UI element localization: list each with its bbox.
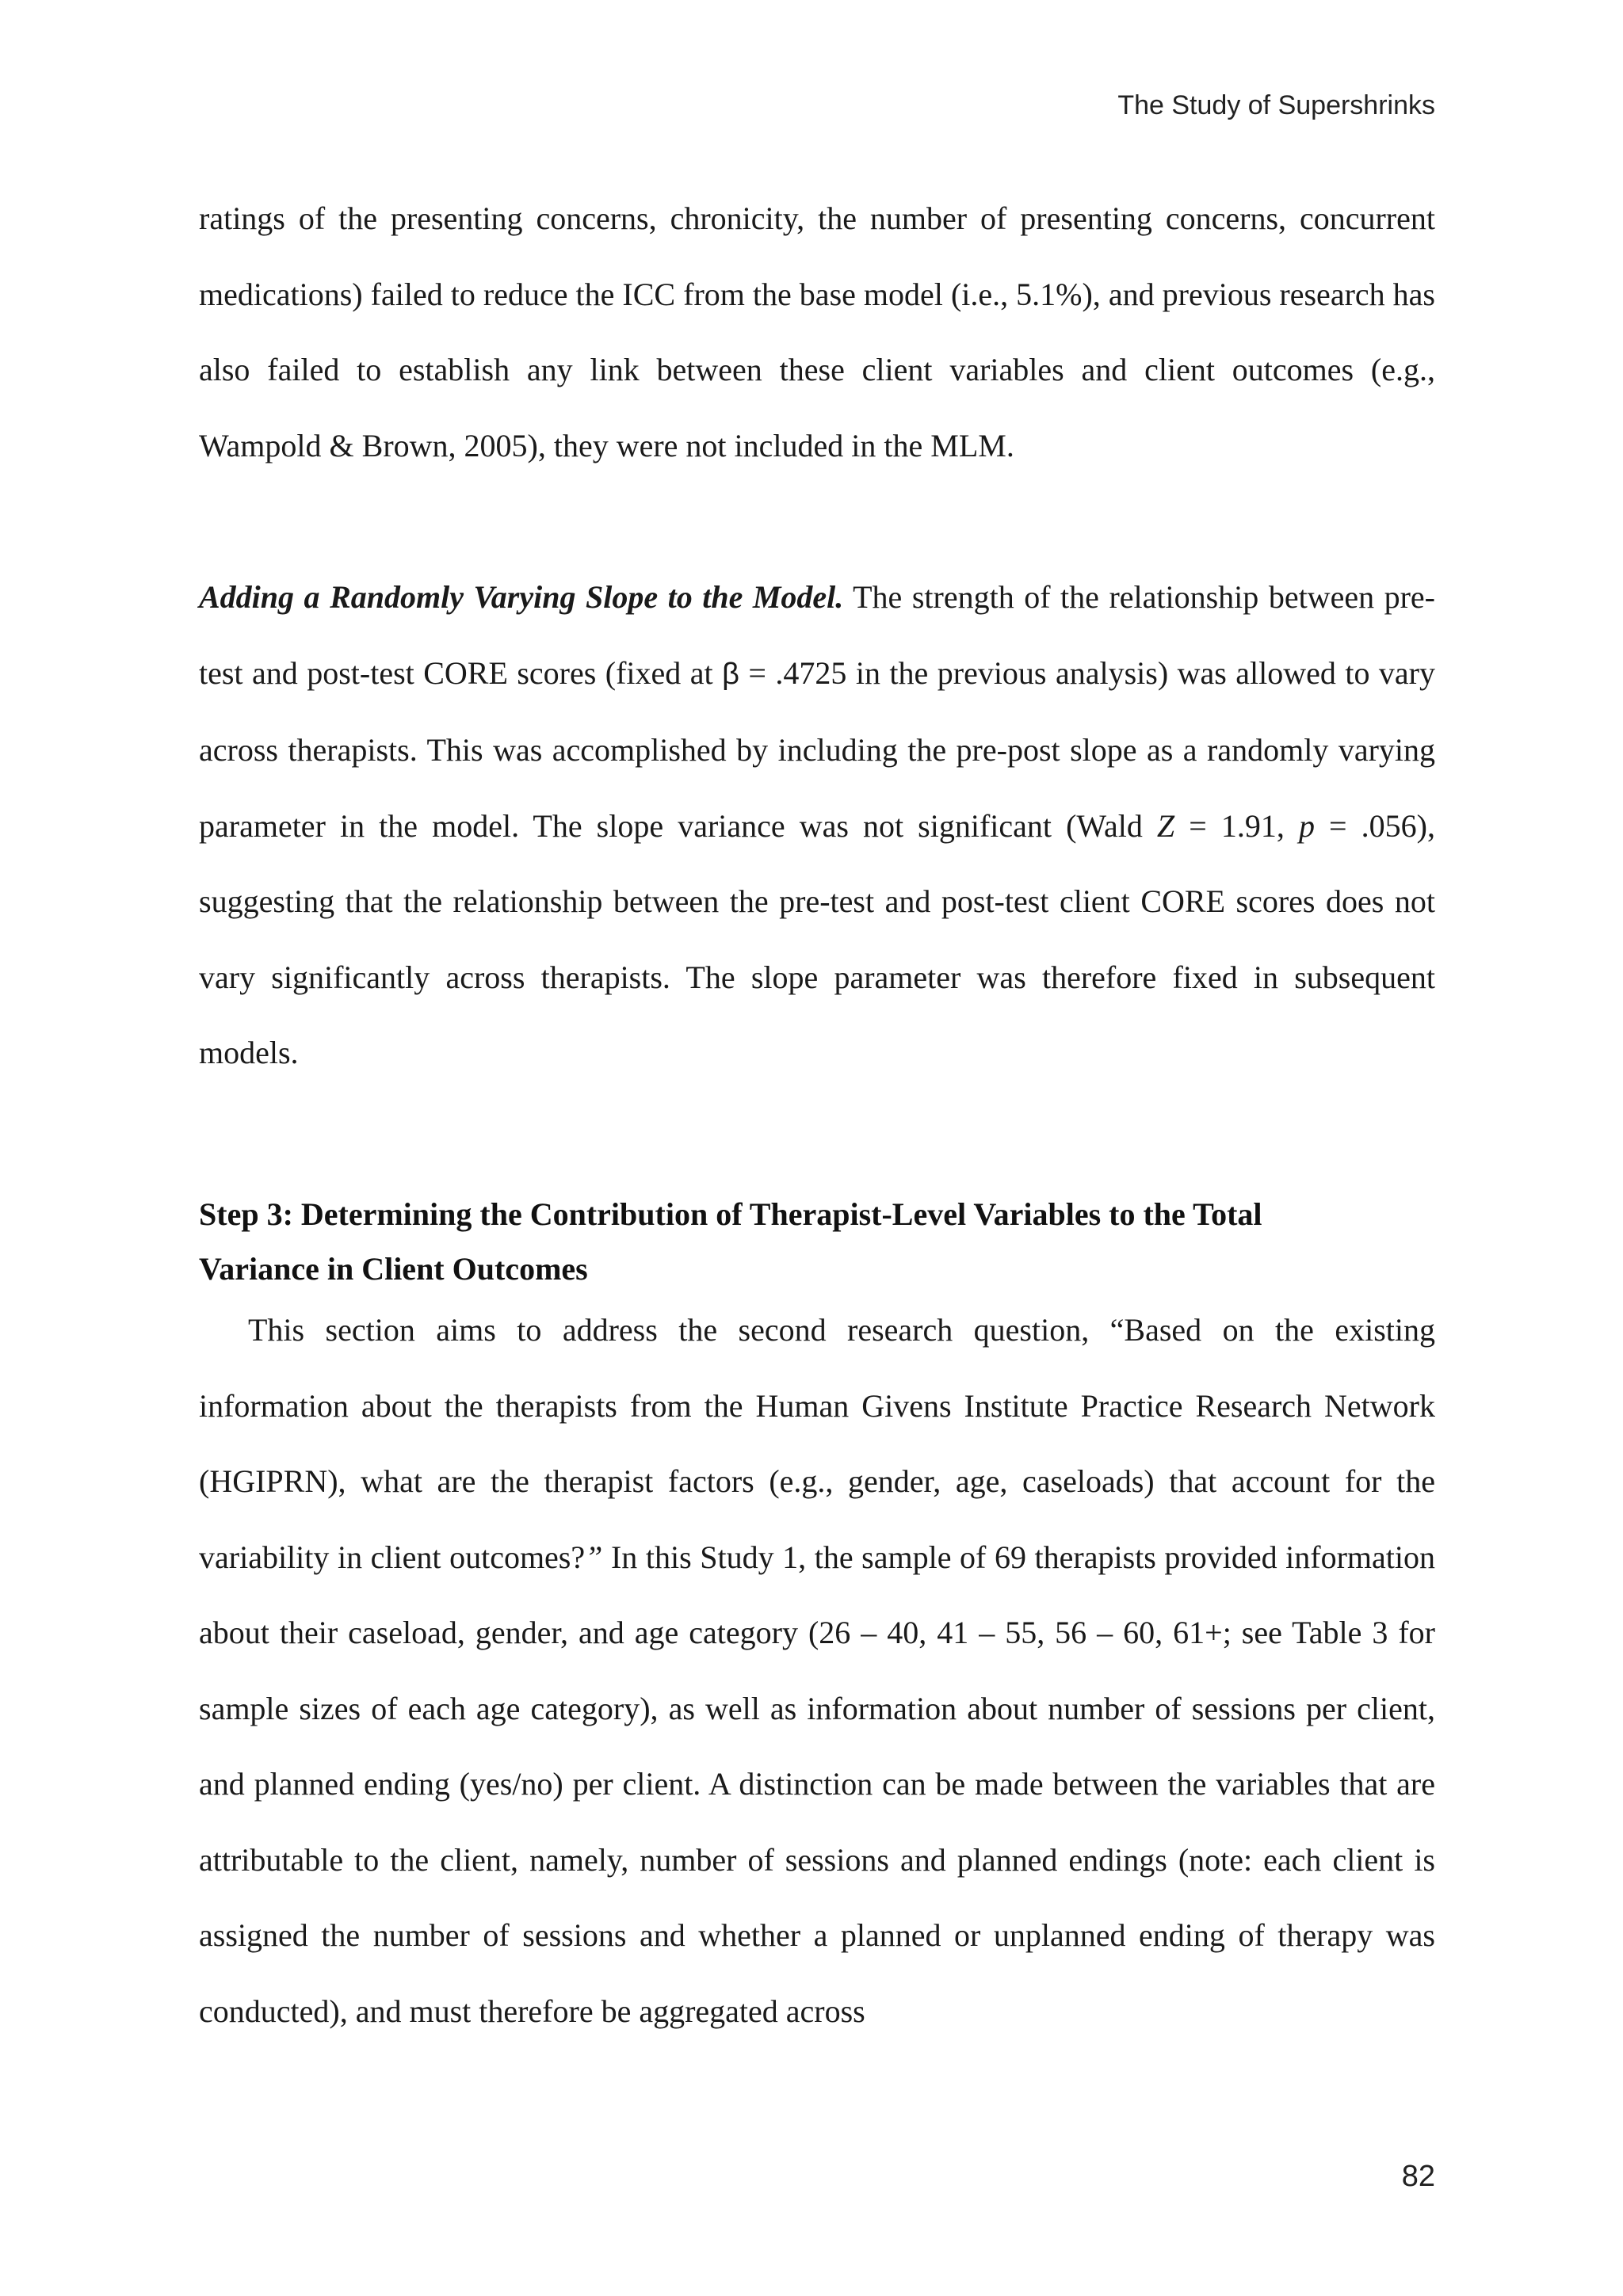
section-heading-line-1: Step 3: Determining the Contribution of Therapist-Level Variables to the Total: [199, 1196, 1262, 1232]
paragraph-continued: ratings of the presenting concerns, chronicity, the number of presenting concerns, concurrent medications) failed to reduce the ICC from the base model (i.e., 5.1%), and previous research has also failed to establish any link between these client variables and client outcomes (e.g., Wampold & Brown, 2005), they were not included in the MLM.: [199, 200, 1435, 463]
page-number: 82: [1401, 2160, 1435, 2193]
p-value-symbol: p: [1298, 807, 1315, 844]
paragraph-random-slope: [199, 559, 1435, 1091]
paragraph-text-segment: The strength of the relationship between pre-test and post-test CORE scores (fixed at: [199, 579, 1435, 691]
closing-quote: ”: [585, 1539, 603, 1575]
running-head: The Study of Supershrinks: [1117, 90, 1435, 120]
paragraph-text-segment: = .056), suggesting that the relationship between the pre-test and post-test client CORE scores does not vary significantly across therapists. The slope parameter was therefore fixed in subsequent models.: [199, 807, 1435, 1070]
paragraph-text-segment: = .4725 in the previous analysis) was allowed to vary across therapists. This was accomplished by including the pre-post slope as a randomly varying parameter in the model. The slope variance was not significant (Wald: [199, 654, 1435, 844]
z-statistic-symbol: Z: [1156, 807, 1175, 844]
paragraph-step-3: [199, 1292, 1435, 2049]
paragraph-text-segment: In this Study 1, the sample of 69 therapists provided information about their caseload, gender, and age category (26 – 40, 41 – 55, 56 – 60, 61+; see Table 3 for sample sizes of each age category), as well as information about number of sessions per client, and planned ending (yes/no) per client. A distinction can be made between the variables that are attributable to the client, namely, number of sessions and planned endings (note: each client is assigned the number of sessions and whether a planned or unplanned ending of therapy was conducted), and must therefore be aggregated across: [199, 1539, 1435, 2029]
beta-symbol: β: [722, 657, 739, 691]
section-heading: [199, 1187, 1435, 1296]
run-in-heading: Adding a Randomly Varying Slope to the Model.: [199, 579, 844, 615]
section-heading-line-2: Variance in Client Outcomes: [199, 1251, 588, 1287]
paragraph-text-segment: = 1.91,: [1174, 807, 1299, 844]
paragraph-text-segment: This section aims to address the second research question, “Based on the existing information about the therapists from the Human Givens Institute Practice Research Network (HGIPRN), what are the therapist factors (e.g., gender, age, caseloads) that account for the variability in client outcomes?: [199, 1312, 1435, 1575]
